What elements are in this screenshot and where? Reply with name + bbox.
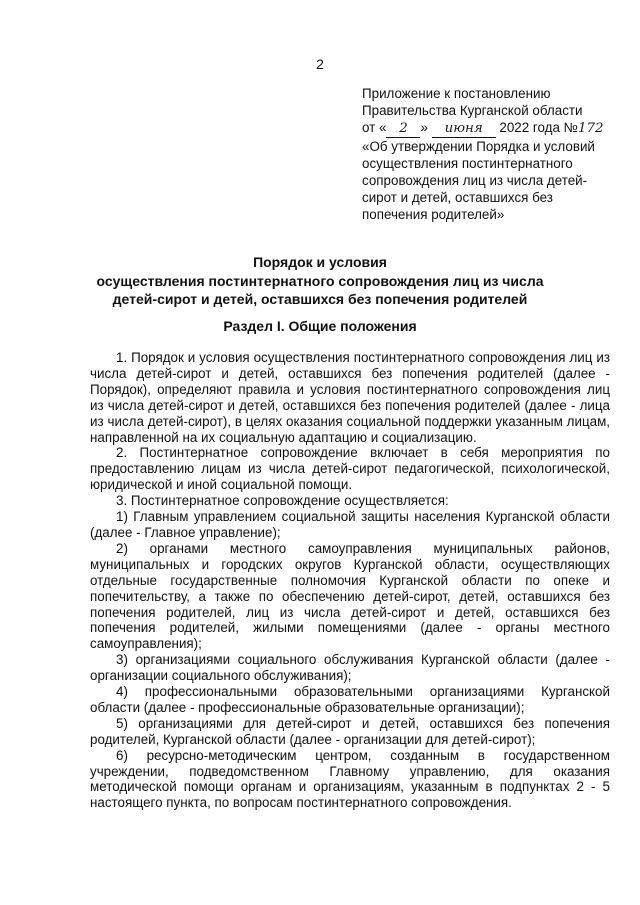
- section-title: Раздел I. Общие положения: [223, 318, 417, 334]
- date-day-handwritten: 2: [386, 120, 420, 138]
- date-mid: »: [420, 120, 428, 135]
- annex-line-1: Приложение к постановлению: [362, 86, 551, 101]
- paragraph: 5) организациями для детей-сирот и детей, оставшихся без попечения родителей, Курганской области (далее - организации для детей-сирот);: [90, 715, 610, 747]
- document-body: [90, 350, 610, 811]
- annex-line-6: сопровождения лиц из числа детей-: [362, 173, 588, 188]
- annex-line-7: сирот и детей, оставшихся без: [362, 190, 553, 205]
- document-number-handwritten: 172: [578, 121, 604, 136]
- annex-date-line: [362, 119, 612, 138]
- paragraph: 1. Порядок и условия осуществления постинтернатного сопровождения лиц из числа детей-сирот и детей, оставшихся без попечения родителей (далее - Порядок), определяют правила и условия постинтернатного сопровождения лиц из числа детей-сирот и детей, оставшихся без попечения родителей (далее - лица из числа детей-сирот), в целях оказания социальной поддержки указанным лицам, направленной на их социальную адаптацию и социализацию.: [90, 350, 610, 445]
- date-prefix: от «: [362, 120, 387, 135]
- date-month-handwritten: июня: [432, 120, 496, 138]
- date-year: 2022 года №: [499, 120, 578, 135]
- paragraph: 4) профессиональными образовательными организациями Курганской области (далее - профессиональные образовательные организации);: [90, 684, 610, 715]
- paragraph: 1) Главным управлением социальной защиты населения Курганской области (далее - Главное управление);: [90, 509, 610, 540]
- paragraph: 2) органами местного самоуправления муниципальных районов, муниципальных и городских округов Курганской области, осуществляющих отдельные государственные полномочия Курганской области по опеке и попечительству, а также по обеспечению детей-сирот, детей, оставшихся без попечения родителей, лиц из числа детей-сирот и детей, оставшихся без попечения родителей, жилыми помещениями (далее - органы местного самоуправления);: [90, 540, 610, 652]
- page-number: 2: [316, 56, 324, 72]
- title-line-3: детей-сирот и детей, оставшихся без попечения родителей: [112, 291, 528, 307]
- paragraph: 3. Постинтернатное сопровождение осуществляется:: [116, 493, 449, 509]
- annex-line-5: осуществления постинтернатного: [362, 156, 573, 171]
- title-line-1: Порядок и условия: [253, 254, 387, 270]
- annex-line-4: «Об утверждении Порядка и условий: [362, 139, 595, 154]
- annex-line-8: попечения родителей»: [362, 207, 505, 222]
- document-title: [0, 253, 640, 309]
- annex-block: [362, 85, 612, 223]
- paragraph: 6) ресурсно-методическим центром, созданным в государственном учреждении, подведомственном Главному управлению, для оказания методической помощи органам и организациям, указанным в подпунктах 2 - 5 настоящего пункта, по вопросам постинтернатного сопровождения.: [90, 747, 610, 811]
- paragraph: 2. Постинтернатное сопровождение включает в себя мероприятия по предоставлению лицам из числа детей-сирот педагогической, психологической, юридической и иной социальной помощи.: [90, 445, 610, 493]
- annex-line-2: Правительства Курганской области: [362, 103, 583, 118]
- title-line-2: осуществления постинтернатного сопровождения лиц из числа: [96, 272, 544, 289]
- paragraph: 3) организациями социального обслуживания Курганской области (далее - организации социального обслуживания);: [90, 652, 610, 684]
